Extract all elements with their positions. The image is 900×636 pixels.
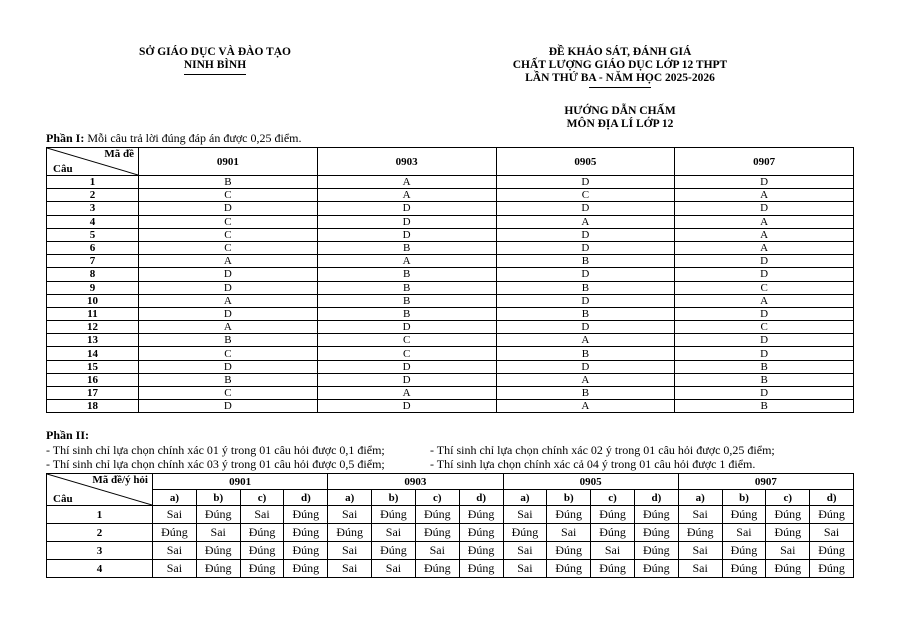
part1-question-number: 10 [47,294,139,307]
part2-sub-header: d) [284,490,328,506]
part1-answer-cell: A [675,294,854,307]
part1-question-number: 18 [47,400,139,413]
part1-answer-cell: B [496,255,675,268]
part2-row [47,506,854,524]
part2-answer-cell: Đúng [284,560,328,578]
part2-code-0901: 0901 [153,474,328,490]
part2-answer-cell: Đúng [153,524,197,542]
part2-question-number: 4 [47,560,153,578]
part1-answer-cell: D [317,321,496,334]
part1-answer-cell: C [317,334,496,347]
part2-question-number: 3 [47,542,153,560]
part1-answer-cell: C [139,241,318,254]
guide-title [470,105,770,131]
part1-answer-cell: C [139,387,318,400]
part1-answer-cell: A [496,400,675,413]
part2-question-number: 1 [47,506,153,524]
part2-answer-cell: Sai [810,524,854,542]
part1-answer-cell: C [675,321,854,334]
part1-answer-cell: C [496,189,675,202]
part1-answer-cell: D [139,307,318,320]
part1-question-number: 16 [47,373,139,386]
part1-code-0905: 0905 [496,148,675,176]
part1-answer-cell: B [139,373,318,386]
exam-line-2: CHẤT LƯỢNG GIÁO DỤC LỚP 12 THPT [512,59,728,71]
part2-answer-cell: Sai [678,542,722,560]
part2-corner-bottom: Câu [53,493,73,505]
part2-answer-cell: Đúng [810,506,854,524]
part1-answer-cell: D [317,373,496,386]
part1-question-number: 5 [47,228,139,241]
part2-answer-cell: Đúng [328,524,372,542]
part2-row [47,524,854,542]
part2-sub-header: b) [372,490,416,506]
exam-underline [589,87,651,88]
part2-answer-cell: Đúng [459,506,503,524]
part1-answer-cell: D [675,347,854,360]
part1-question-number: 1 [47,176,139,189]
part1-row [47,387,854,400]
part1-question-number: 2 [47,189,139,202]
part2-sub-header: c) [240,490,284,506]
part2-corner-top: Mã đề/ý hỏi [92,474,148,486]
part1-code-0901: 0901 [139,148,318,176]
part2-answer-cell: Đúng [547,506,591,524]
part2-row [47,560,854,578]
part2-answer-cell: Đúng [591,524,635,542]
part2-answer-cell: Đúng [634,560,678,578]
part2-answer-cell: Sai [766,542,810,560]
part1-row [47,268,854,281]
part2-answer-cell: Sai [153,542,197,560]
part2-answer-cell: Đúng [503,524,547,542]
part1-answer-cell: D [139,360,318,373]
part1-heading [46,132,302,145]
part2-sub-header: a) [153,490,197,506]
part1-row [47,400,854,413]
part2-answer-cell: Đúng [547,560,591,578]
part2-corner-cell [47,474,153,506]
part2-header-row-subs [47,490,854,506]
part1-answer-cell: D [139,281,318,294]
part1-answer-cell: A [496,334,675,347]
part2-label: Phần II: [46,428,90,442]
part2-answer-cell: Sai [547,524,591,542]
part2-row [47,542,854,560]
exam-header [470,46,770,88]
part1-answer-cell: A [139,321,318,334]
part2-answer-cell: Đúng [459,524,503,542]
part2-sub-header: c) [591,490,635,506]
part2-answer-cell: Đúng [810,542,854,560]
part2-answer-cell: Đúng [196,542,240,560]
part1-answer-cell: B [496,307,675,320]
part2-code-0907: 0907 [678,474,853,490]
part1-answer-cell: D [317,400,496,413]
part1-row [47,347,854,360]
part2-rules-line-1 [46,444,775,457]
part1-question-number: 12 [47,321,139,334]
part2-sub-header: b) [547,490,591,506]
part1-answer-cell: C [139,228,318,241]
part1-label: Phần I: [46,131,85,145]
part1-row [47,307,854,320]
part1-answer-cell: A [139,294,318,307]
part1-answer-cell: D [675,202,854,215]
part1-question-number: 7 [47,255,139,268]
part1-answer-cell: A [317,255,496,268]
part2-question-number: 2 [47,524,153,542]
part2-sub-header: c) [415,490,459,506]
part1-answer-cell: B [675,400,854,413]
part1-row [47,241,854,254]
part2-answer-cell: Đúng [240,542,284,560]
part2-answer-cell: Sai [328,542,372,560]
part1-question-number: 14 [47,347,139,360]
part1-answer-cell: D [496,176,675,189]
part2-answer-cell: Đúng [634,524,678,542]
part1-answer-cell: A [675,241,854,254]
part1-answer-cell: A [675,228,854,241]
part1-answer-cell: A [139,255,318,268]
part1-answer-cell: C [317,347,496,360]
part2-answer-cell: Sai [678,506,722,524]
part2-answer-cell: Đúng [766,560,810,578]
part1-answer-cell: A [496,215,675,228]
part2-answer-cell: Đúng [810,560,854,578]
part2-answer-table [46,473,854,578]
part1-answer-cell: D [317,228,496,241]
part1-row [47,189,854,202]
part2-answer-cell: Đúng [372,506,416,524]
part2-answer-cell: Đúng [196,506,240,524]
part1-answer-cell: B [139,334,318,347]
part1-row [47,321,854,334]
part1-row [47,202,854,215]
part1-answer-cell: D [675,255,854,268]
part2-answer-cell: Đúng [766,506,810,524]
part1-answer-cell: A [496,373,675,386]
part2-answer-cell: Sai [372,524,416,542]
part2-code-0903: 0903 [328,474,503,490]
part2-answer-cell: Sai [328,560,372,578]
part1-question-number: 6 [47,241,139,254]
part2-sub-header: b) [196,490,240,506]
part2-answer-cell: Đúng [459,542,503,560]
part1-answer-cell: A [317,387,496,400]
part1-answer-cell: A [675,189,854,202]
part2-sub-header: d) [634,490,678,506]
part1-answer-cell: B [496,387,675,400]
part2-answer-cell: Sai [503,560,547,578]
part1-answer-cell: D [317,360,496,373]
part1-answer-cell: A [317,176,496,189]
issuer-header [110,46,320,75]
part1-answer-cell: D [496,241,675,254]
part2-rules-line-2 [46,458,755,471]
part2-answer-cell: Đúng [415,524,459,542]
part2-sub-header: d) [810,490,854,506]
guide-line-2: MÔN ĐỊA LÍ LỚP 12 [566,118,674,130]
part2-header-row-codes [47,474,854,490]
part2-answer-cell: Đúng [284,524,328,542]
part1-answer-cell: A [675,215,854,228]
part2-answer-cell: Sai [722,524,766,542]
part1-row [47,255,854,268]
part2-sub-header: c) [766,490,810,506]
part2-answer-cell: Sai [240,506,284,524]
part2-answer-cell: Sai [196,524,240,542]
part1-answer-table [46,147,854,413]
exam-line-1: ĐỀ KHẢO SÁT, ĐÁNH GIÁ [548,46,692,58]
part2-answer-cell: Sai [503,506,547,524]
part1-answer-cell: B [496,281,675,294]
part1-answer-cell: A [317,189,496,202]
part1-row [47,281,854,294]
part2-answer-cell: Đúng [766,524,810,542]
part1-question-number: 8 [47,268,139,281]
part2-sub-header: a) [503,490,547,506]
part1-row [47,360,854,373]
part2-answer-cell: Đúng [196,560,240,578]
part1-code-0903: 0903 [317,148,496,176]
part1-answer-cell: B [675,360,854,373]
part2-answer-cell: Đúng [634,506,678,524]
part2-answer-cell: Đúng [284,542,328,560]
part2-answer-cell: Đúng [722,506,766,524]
part1-row [47,228,854,241]
part1-answer-cell: B [317,307,496,320]
part1-row [47,334,854,347]
part1-answer-cell: B [317,294,496,307]
part1-answer-cell: D [675,387,854,400]
part1-question-number: 15 [47,360,139,373]
part1-row [47,373,854,386]
part1-answer-cell: D [139,202,318,215]
part1-answer-cell: D [317,202,496,215]
part1-answer-cell: B [675,373,854,386]
part1-row [47,294,854,307]
issuer-line-1: SỞ GIÁO DỤC VÀ ĐÀO TẠO [139,46,291,58]
part2-rule-2: - Thí sinh chỉ lựa chọn chính xác 02 ý trong 01 câu hỏi được 0,25 điểm; [430,443,775,457]
part1-answer-cell: C [139,215,318,228]
part1-answer-cell: C [675,281,854,294]
guide-line-1: HƯỚNG DẪN CHẤM [564,105,676,117]
part1-answer-cell: D [675,307,854,320]
part2-answer-cell: Sai [591,542,635,560]
part1-answer-cell: B [317,281,496,294]
part2-rule-4: - Thí sinh lựa chọn chính xác cả 04 ý trong 01 câu hỏi được 1 điểm. [430,457,756,471]
part1-answer-cell: D [139,400,318,413]
part1-code-0907: 0907 [675,148,854,176]
part1-answer-cell: D [496,360,675,373]
part1-answer-cell: D [496,321,675,334]
part1-answer-cell: D [139,268,318,281]
part2-answer-cell: Đúng [372,542,416,560]
part2-answer-cell: Sai [328,506,372,524]
part2-answer-cell: Sai [153,560,197,578]
part2-answer-cell: Đúng [722,560,766,578]
part2-code-0905: 0905 [503,474,678,490]
part2-answer-cell: Đúng [591,560,635,578]
part1-answer-cell: C [139,347,318,360]
part1-header-row [47,148,854,176]
part2-answer-cell: Đúng [722,542,766,560]
part2-sub-header: d) [459,490,503,506]
part2-answer-cell: Đúng [634,542,678,560]
part1-answer-cell: B [317,241,496,254]
part1-question-number: 9 [47,281,139,294]
part2-answer-cell: Đúng [415,560,459,578]
part2-answer-cell: Đúng [591,506,635,524]
part2-sub-header: b) [722,490,766,506]
part2-answer-cell: Sai [153,506,197,524]
part1-question-number: 3 [47,202,139,215]
part1-corner-cell [47,148,139,176]
part2-answer-cell: Sai [503,542,547,560]
part2-answer-cell: Sai [678,560,722,578]
part1-question-number: 4 [47,215,139,228]
part1-answer-cell: D [675,176,854,189]
part2-sub-header: a) [678,490,722,506]
part2-answer-cell: Sai [372,560,416,578]
part1-answer-cell: D [496,228,675,241]
part2-answer-cell: Đúng [678,524,722,542]
part1-text: Mỗi câu trả lời đúng đáp án được 0,25 điểm. [84,131,302,145]
part1-answer-cell: D [496,294,675,307]
part1-answer-cell: B [496,347,675,360]
part1-answer-cell: B [139,176,318,189]
part1-answer-cell: D [317,215,496,228]
part2-sub-header: a) [328,490,372,506]
part2-rule-1: - Thí sinh chỉ lựa chọn chính xác 01 ý trong 01 câu hỏi được 0,1 điểm; [46,443,385,457]
part2-answer-cell: Sai [415,542,459,560]
part2-answer-cell: Đúng [547,542,591,560]
part2-rule-3: - Thí sinh chỉ lựa chọn chính xác 03 ý trong 01 câu hỏi được 0,5 điểm; [46,457,385,471]
part1-row [47,176,854,189]
part1-question-number: 11 [47,307,139,320]
part1-row [47,215,854,228]
part1-question-number: 17 [47,387,139,400]
part1-answer-cell: D [675,334,854,347]
part2-answer-cell: Đúng [284,506,328,524]
part2-answer-cell: Đúng [240,524,284,542]
part1-corner-top: Mã đề [104,148,134,160]
part2-answer-cell: Đúng [240,560,284,578]
exam-line-3: LẦN THỨ BA - NĂM HỌC 2025-2026 [525,72,715,84]
part1-question-number: 13 [47,334,139,347]
part2-answer-cell: Đúng [459,560,503,578]
part1-answer-cell: D [675,268,854,281]
part1-answer-cell: C [139,189,318,202]
part1-answer-cell: D [496,202,675,215]
part1-answer-cell: D [496,268,675,281]
part1-answer-cell: B [317,268,496,281]
part2-answer-cell: Đúng [415,506,459,524]
issuer-underline [184,74,246,75]
issuer-line-2: NINH BÌNH [183,59,247,71]
part1-corner-bottom: Câu [53,163,73,175]
